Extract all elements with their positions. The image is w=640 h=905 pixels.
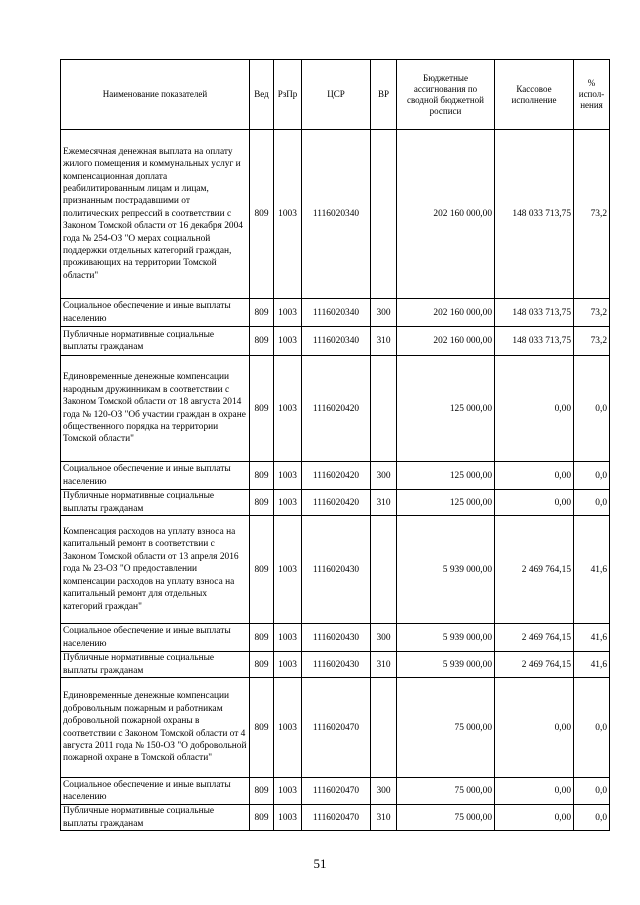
row-vr (371, 516, 397, 624)
row-cash: 148 033 713,75 (495, 299, 574, 327)
row-name: Единовременные денежные компенсации добровольным пожарным и работникам добровольной пожарной охраны в соответствии с Законом Томской области от 4 августа 2011 года № 150-ОЗ "О добровольной пожарной охране в Томской области" (61, 678, 250, 778)
row-name: Публичные нормативные социальные выплаты гражданам (61, 652, 250, 678)
row-percent: 0,0 (574, 678, 610, 778)
row-ved: 809 (250, 516, 274, 624)
row-vr: 310 (371, 490, 397, 516)
row-vr (371, 678, 397, 778)
header-csr: ЦСР (302, 60, 371, 130)
row-percent: 73,2 (574, 299, 610, 327)
row-rzpr: 1003 (274, 299, 302, 327)
row-csr: 1116020420 (302, 490, 371, 516)
row-rzpr: 1003 (274, 805, 302, 831)
row-csr: 1116020430 (302, 652, 371, 678)
table-row (61, 778, 610, 805)
table-row (61, 624, 610, 652)
row-cash: 148 033 713,75 (495, 130, 574, 299)
row-rzpr: 1003 (274, 490, 302, 516)
row-budget: 5 939 000,00 (397, 516, 495, 624)
row-percent: 0,0 (574, 490, 610, 516)
row-rzpr: 1003 (274, 356, 302, 462)
table-row (61, 130, 610, 299)
table-row (61, 490, 610, 516)
row-ved: 809 (250, 652, 274, 678)
row-rzpr: 1003 (274, 327, 302, 356)
row-rzpr: 1003 (274, 516, 302, 624)
header-budget: Бюджетные ассигнования по сводной бюджетной росписи (397, 60, 495, 130)
row-ved: 809 (250, 462, 274, 490)
row-csr: 1116020470 (302, 678, 371, 778)
table-row (61, 678, 610, 778)
row-cash: 0,00 (495, 490, 574, 516)
header-vr: ВР (371, 60, 397, 130)
row-budget: 125 000,00 (397, 490, 495, 516)
row-rzpr: 1003 (274, 678, 302, 778)
row-percent: 41,6 (574, 652, 610, 678)
row-csr: 1116020340 (302, 130, 371, 299)
row-percent: 41,6 (574, 624, 610, 652)
row-rzpr: 1003 (274, 462, 302, 490)
row-percent: 0,0 (574, 356, 610, 462)
row-rzpr: 1003 (274, 652, 302, 678)
row-csr: 1116020420 (302, 462, 371, 490)
row-name: Социальное обеспечение и иные выплаты населению (61, 299, 250, 327)
row-name: Социальное обеспечение и иные выплаты населению (61, 462, 250, 490)
row-ved: 809 (250, 624, 274, 652)
row-name: Компенсация расходов на уплату взноса на капитальный ремонт в соответствии с Законом Томской области от 13 апреля 2016 года № 23-ОЗ "О предоставлении компенсации расходов на уплату взноса на капитальный ремонт для отдельных категорий граждан" (61, 516, 250, 624)
row-csr: 1116020430 (302, 624, 371, 652)
row-csr: 1116020420 (302, 356, 371, 462)
row-rzpr: 1003 (274, 778, 302, 805)
row-budget: 125 000,00 (397, 462, 495, 490)
row-percent: 73,2 (574, 130, 610, 299)
row-percent: 0,0 (574, 805, 610, 831)
table-row (61, 327, 610, 356)
row-cash: 0,00 (495, 678, 574, 778)
row-vr: 300 (371, 462, 397, 490)
row-percent: 73,2 (574, 327, 610, 356)
row-csr: 1116020470 (302, 805, 371, 831)
row-rzpr: 1003 (274, 624, 302, 652)
row-percent: 0,0 (574, 778, 610, 805)
row-ved: 809 (250, 778, 274, 805)
row-budget: 125 000,00 (397, 356, 495, 462)
row-ved: 809 (250, 327, 274, 356)
row-vr: 300 (371, 624, 397, 652)
row-cash: 0,00 (495, 778, 574, 805)
row-vr (371, 356, 397, 462)
row-budget: 5 939 000,00 (397, 624, 495, 652)
row-budget: 75 000,00 (397, 778, 495, 805)
row-ved: 809 (250, 678, 274, 778)
row-percent: 41,6 (574, 516, 610, 624)
row-vr: 310 (371, 327, 397, 356)
row-budget: 202 160 000,00 (397, 299, 495, 327)
header-name: Наименование показателей (61, 60, 250, 130)
row-budget: 202 160 000,00 (397, 327, 495, 356)
row-rzpr: 1003 (274, 130, 302, 299)
header-rzpr: РзПр (274, 60, 302, 130)
page-number: 51 (313, 856, 327, 871)
row-name: Единовременные денежные компенсации народным дружинникам в соответствии с Законом Томской области от 18 августа 2014 года № 120-ОЗ "Об участии граждан в охране общественного порядка на территории Томской области" (61, 356, 250, 462)
table-row (61, 652, 610, 678)
budget-execution-table (60, 59, 610, 831)
row-csr: 1116020470 (302, 778, 371, 805)
row-vr: 300 (371, 299, 397, 327)
row-cash: 0,00 (495, 462, 574, 490)
header-cash: Кассовое исполнение (495, 60, 574, 130)
row-cash: 0,00 (495, 805, 574, 831)
row-csr: 1116020340 (302, 327, 371, 356)
table-row (61, 299, 610, 327)
row-cash: 2 469 764,15 (495, 516, 574, 624)
row-vr: 300 (371, 778, 397, 805)
row-cash: 0,00 (495, 356, 574, 462)
table-row (61, 516, 610, 624)
row-name: Публичные нормативные социальные выплаты гражданам (61, 490, 250, 516)
row-csr: 1116020340 (302, 299, 371, 327)
row-budget: 202 160 000,00 (397, 130, 495, 299)
table-row (61, 462, 610, 490)
row-name: Социальное обеспечение и иные выплаты населению (61, 778, 250, 805)
table-header-row (61, 60, 610, 130)
table-row (61, 356, 610, 462)
row-ved: 809 (250, 299, 274, 327)
header-ved: Вед (250, 60, 274, 130)
row-vr: 310 (371, 805, 397, 831)
row-vr (371, 130, 397, 299)
row-ved: 809 (250, 130, 274, 299)
row-ved: 809 (250, 356, 274, 462)
row-cash: 2 469 764,15 (495, 652, 574, 678)
row-vr: 310 (371, 652, 397, 678)
row-name: Публичные нормативные социальные выплаты гражданам (61, 327, 250, 356)
table-row (61, 805, 610, 831)
row-ved: 809 (250, 805, 274, 831)
row-ved: 809 (250, 490, 274, 516)
header-percent: % испол-нения (574, 60, 610, 130)
row-name: Социальное обеспечение и иные выплаты населению (61, 624, 250, 652)
row-name: Ежемесячная денежная выплата на оплату жилого помещения и коммунальных услуг и компенсационная доплата реабилитированным лицам и лицам, признанным пострадавшими от политических репрессий в соответствии с Законом Томской области от 16 декабря 2004 года № 254-ОЗ "О мерах социальной поддержки отдельных категорий граждан, проживающих на территории Томской области" (61, 130, 250, 299)
row-cash: 2 469 764,15 (495, 624, 574, 652)
row-name: Публичные нормативные социальные выплаты гражданам (61, 805, 250, 831)
row-budget: 75 000,00 (397, 805, 495, 831)
row-percent: 0,0 (574, 462, 610, 490)
row-cash: 148 033 713,75 (495, 327, 574, 356)
row-budget: 5 939 000,00 (397, 652, 495, 678)
row-budget: 75 000,00 (397, 678, 495, 778)
row-csr: 1116020430 (302, 516, 371, 624)
